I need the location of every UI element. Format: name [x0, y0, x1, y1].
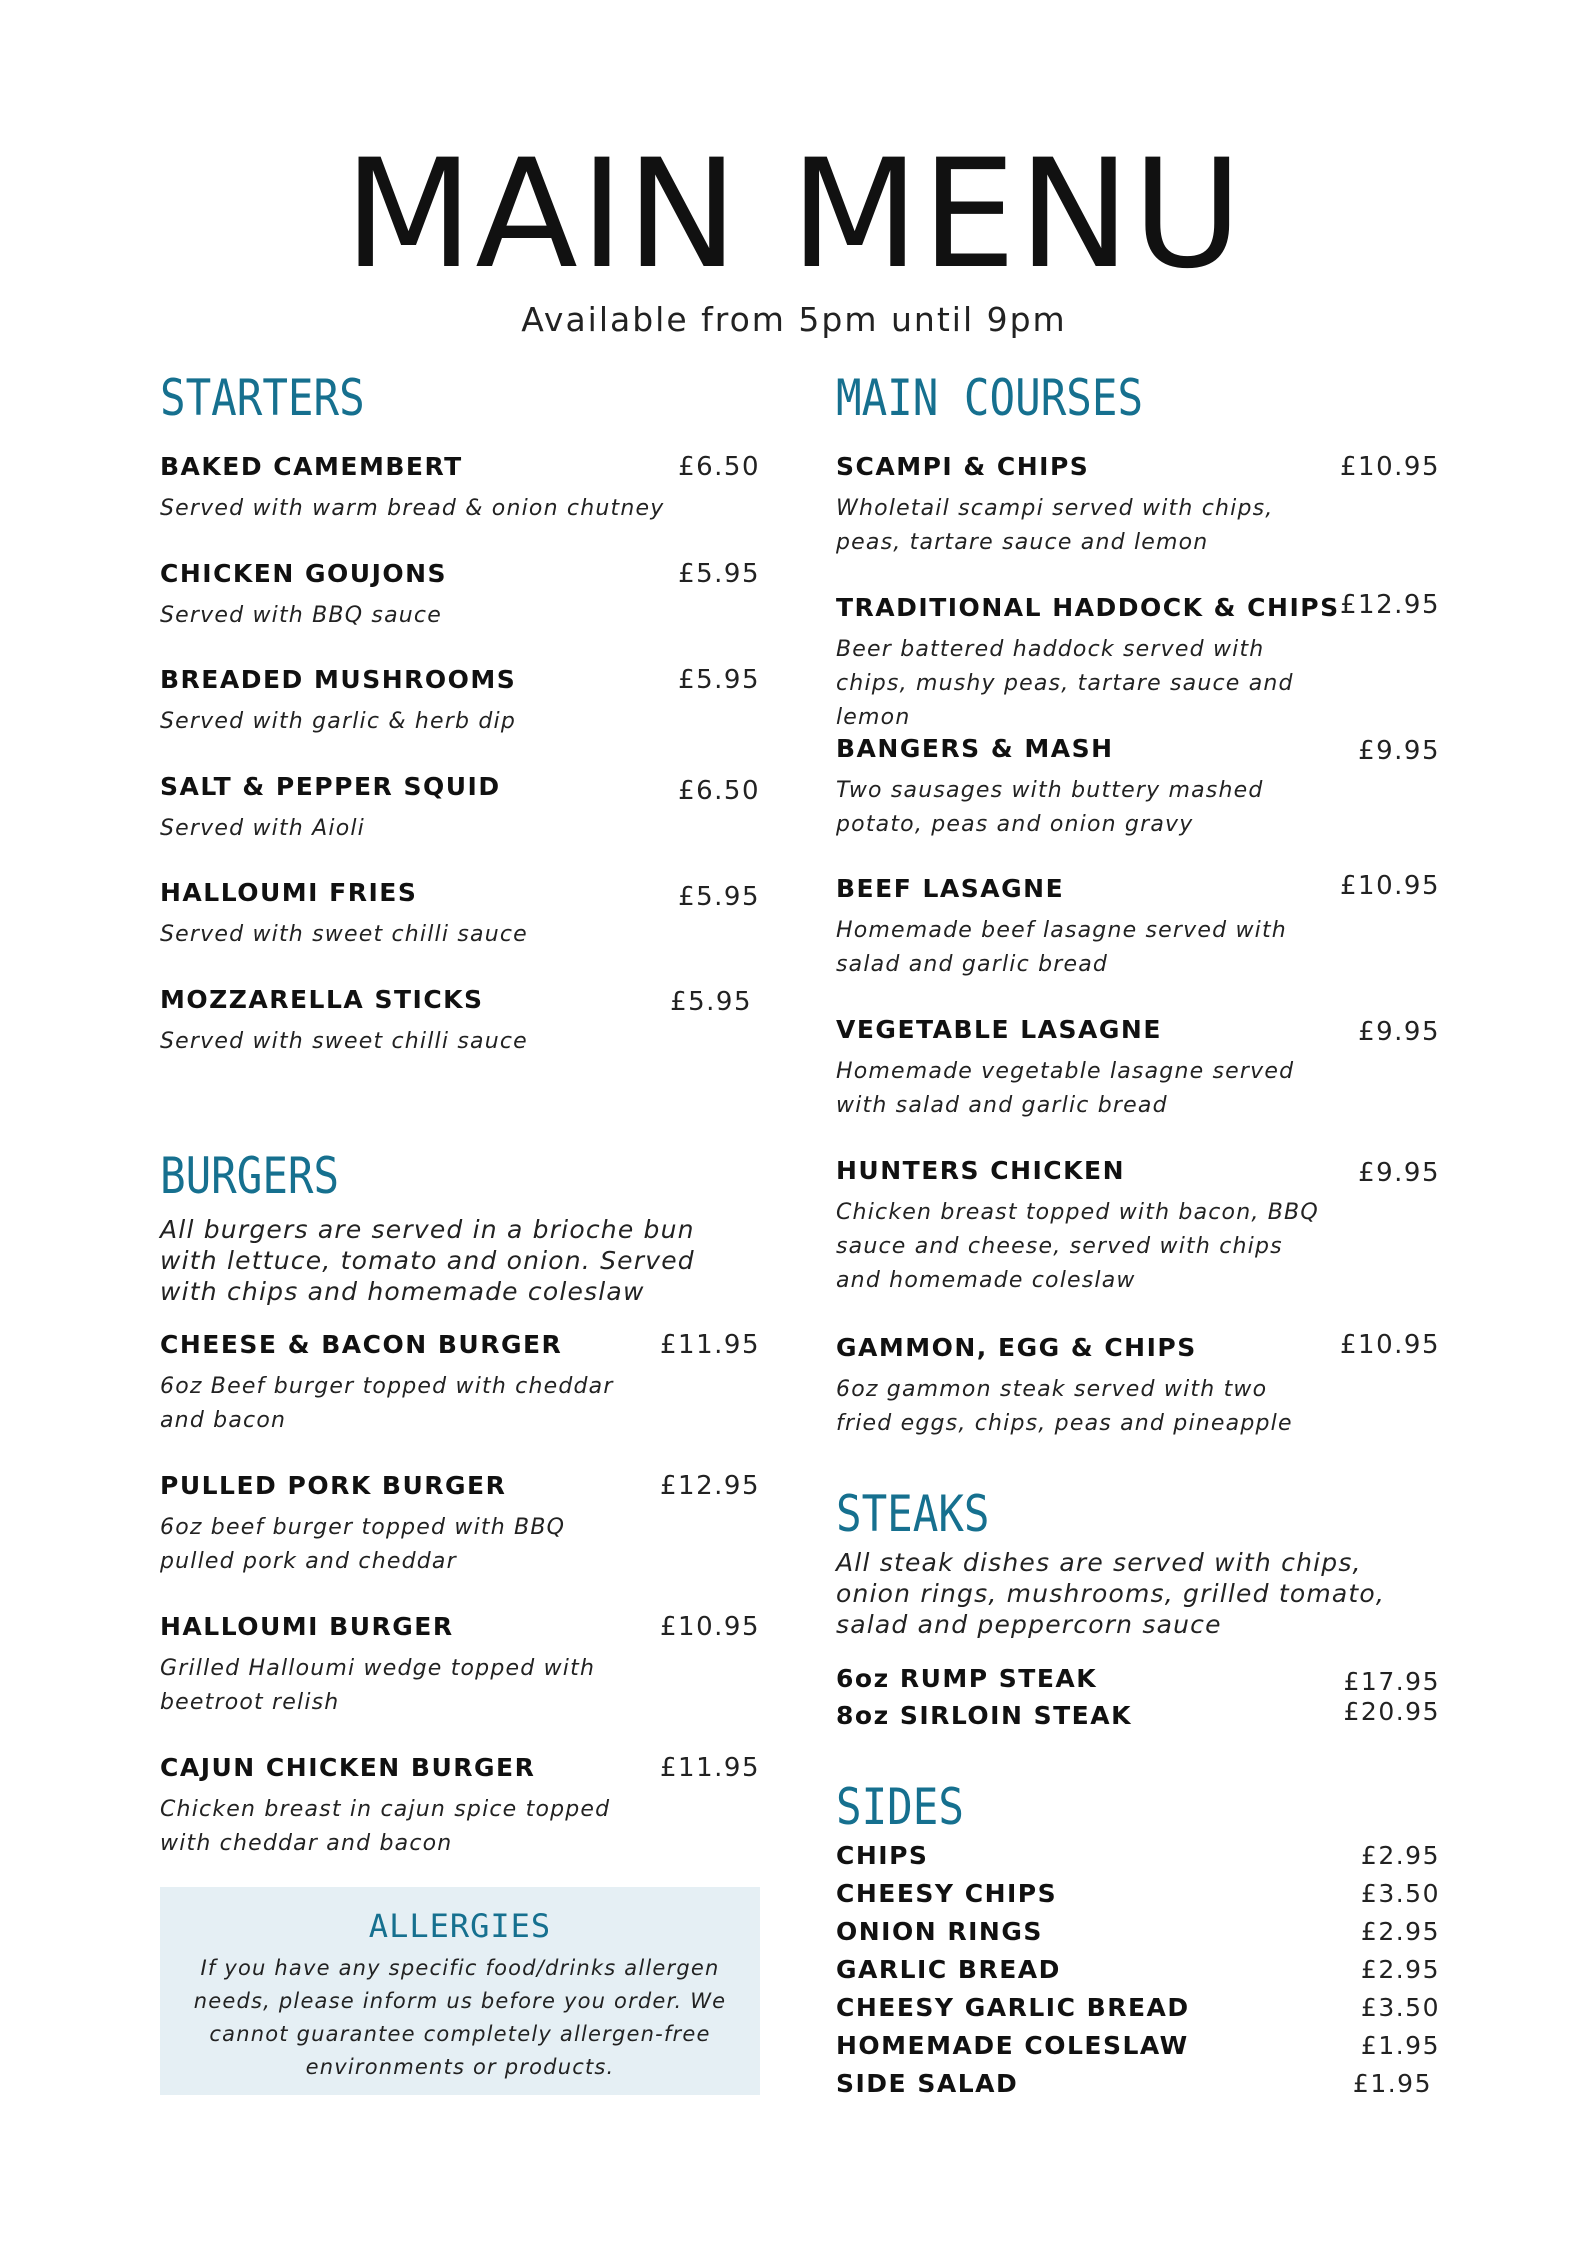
item-description: Two sausages with buttery mashed potato, peas and onion gravy — [836, 778, 1264, 837]
item-name: HUNTERS CHICKEN — [836, 1156, 1126, 1185]
menu-item — [836, 1697, 1440, 1739]
item-name: HALLOUMI BURGER — [160, 1612, 454, 1641]
item-price: £1.95 — [1360, 2031, 1440, 2060]
item-price: £2.95 — [1360, 1955, 1440, 1984]
item-price: £1.95 — [1352, 2069, 1432, 2098]
item-description: Served with BBQ sauce — [160, 603, 442, 628]
item-price: £2.95 — [1360, 1917, 1440, 1946]
item-description: Served with Aioli — [160, 816, 365, 841]
item-price: £11.95 — [660, 1753, 760, 1783]
item-name: CHEESE & BACON BURGER — [160, 1330, 563, 1359]
item-price: £5.95 — [678, 665, 760, 695]
item-name: SIDE SALAD — [836, 2069, 1019, 2098]
main-courses-heading: MAIN COURSES — [836, 369, 1144, 427]
item-name: SALT & PEPPER SQUID — [160, 772, 501, 801]
item-name: HALLOUMI FRIES — [160, 878, 418, 907]
item-description: Served with sweet chilli sauce — [160, 922, 528, 947]
item-price: £5.95 — [670, 987, 752, 1017]
item-price: £10.95 — [660, 1612, 760, 1642]
sides-heading: SIDES — [836, 1778, 964, 1836]
item-name: 8oz SIRLOIN STEAK — [836, 1701, 1132, 1730]
steaks-heading: STEAKS — [836, 1485, 990, 1543]
menu-item — [836, 1841, 1440, 1879]
item-description: Homemade vegetable lasagne served with salad and garlic bread — [836, 1059, 1295, 1118]
item-description: Homemade beef lasagne served with salad and garlic bread — [836, 918, 1287, 977]
item-name: TRADITIONAL HADDOCK & CHIPS — [836, 593, 1340, 622]
item-name: CHEESY GARLIC BREAD — [836, 1993, 1190, 2022]
item-name: GARLIC BREAD — [836, 1955, 1061, 1984]
item-description: Chicken breast topped with bacon, BBQ sauce and cheese, served with chips and homemade coleslaw — [836, 1200, 1319, 1293]
item-description: Served with garlic & herb dip — [160, 709, 517, 734]
item-name: BEEF LASAGNE — [836, 874, 1065, 903]
item-price: £12.95 — [660, 1471, 760, 1501]
item-name: CAJUN CHICKEN BURGER — [160, 1753, 536, 1782]
steaks-intro: All steak dishes are served with chips, onion rings, mushrooms, grilled tomato, salad and peppercorn sauce — [836, 1548, 1386, 1639]
item-description: Beer battered haddock served with chips, mushy peas, tartare sauce and lemon — [836, 637, 1294, 730]
item-price: £5.95 — [678, 559, 760, 589]
item-name: BAKED CAMEMBERT — [160, 452, 463, 481]
burgers-heading: BURGERS — [160, 1147, 340, 1205]
item-price: £3.50 — [1360, 1879, 1440, 1908]
item-name: SCAMPI & CHIPS — [836, 452, 1090, 481]
item-name: CHICKEN GOUJONS — [160, 559, 448, 588]
menu-item — [836, 2069, 1440, 2107]
item-name: HOMEMADE COLESLAW — [836, 2031, 1189, 2060]
item-price: £10.95 — [1340, 871, 1440, 901]
item-description: Grilled Halloumi wedge topped with beetroot relish — [160, 1656, 596, 1715]
item-name: CHEESY CHIPS — [836, 1879, 1058, 1908]
item-description: Served with sweet chilli sauce — [160, 1029, 528, 1054]
menu-item — [836, 1879, 1440, 1917]
item-price: £6.50 — [678, 452, 760, 482]
starters-heading: STARTERS — [160, 369, 365, 427]
menu-item — [836, 2031, 1440, 2069]
item-name: BREADED MUSHROOMS — [160, 665, 517, 694]
item-name: ONION RINGS — [836, 1917, 1043, 1946]
item-price: £2.95 — [1360, 1841, 1440, 1870]
item-name: CHIPS — [836, 1841, 929, 1870]
allergies-box — [160, 1887, 760, 2095]
item-description: Served with warm bread & onion chutney — [160, 496, 665, 521]
allergies-heading: ALLERGIES — [368, 1907, 552, 1945]
menu-item — [836, 1917, 1440, 1955]
item-price: £17.95 — [1343, 1667, 1440, 1696]
item-name: GAMMON, EGG & CHIPS — [836, 1333, 1197, 1362]
item-price: £9.95 — [1358, 736, 1440, 766]
item-price: £10.95 — [1340, 1330, 1440, 1360]
item-description: 6oz beef burger topped with BBQ pulled pork and cheddar — [160, 1515, 566, 1574]
item-name: PULLED PORK BURGER — [160, 1471, 507, 1500]
item-price: £11.95 — [660, 1330, 760, 1360]
item-name: 6oz RUMP STEAK — [836, 1664, 1098, 1693]
item-description: 6oz gammon steak served with two fried eggs, chips, peas and pineapple — [836, 1377, 1293, 1436]
page-subtitle: Available from 5pm until 9pm — [521, 300, 1067, 339]
item-price: £12.95 — [1340, 590, 1440, 620]
item-description: Chicken breast in cajun spice topped with cheddar and bacon — [160, 1797, 611, 1856]
item-name: MOZZARELLA STICKS — [160, 985, 484, 1014]
burgers-intro: All burgers are served in a brioche bun with lettuce, tomato and onion. Served with chips and homemade coleslaw — [160, 1215, 695, 1306]
item-price: £3.50 — [1360, 1993, 1440, 2022]
menu-item — [836, 1993, 1440, 2031]
item-price: £9.95 — [1358, 1158, 1440, 1188]
menu-item — [836, 1955, 1440, 1993]
item-name: VEGETABLE LASAGNE — [836, 1015, 1162, 1044]
item-name: BANGERS & MASH — [836, 734, 1114, 763]
item-price: £5.95 — [678, 882, 760, 912]
allergies-text: If you have any specific food/drinks allergen needs, please inform us before you order. We cannot guarantee completely allergen-free environments or products. — [193, 1956, 727, 2079]
page-title: MAIN MENU — [343, 128, 1245, 302]
item-price: £6.50 — [678, 776, 760, 806]
item-price: £20.95 — [1343, 1697, 1440, 1726]
item-description: 6oz Beef burger topped with cheddar and bacon — [160, 1374, 614, 1433]
item-price: £9.95 — [1358, 1017, 1440, 1047]
item-price: £10.95 — [1340, 452, 1440, 482]
item-description: Wholetail scampi served with chips, peas, tartare sauce and lemon — [836, 496, 1274, 555]
